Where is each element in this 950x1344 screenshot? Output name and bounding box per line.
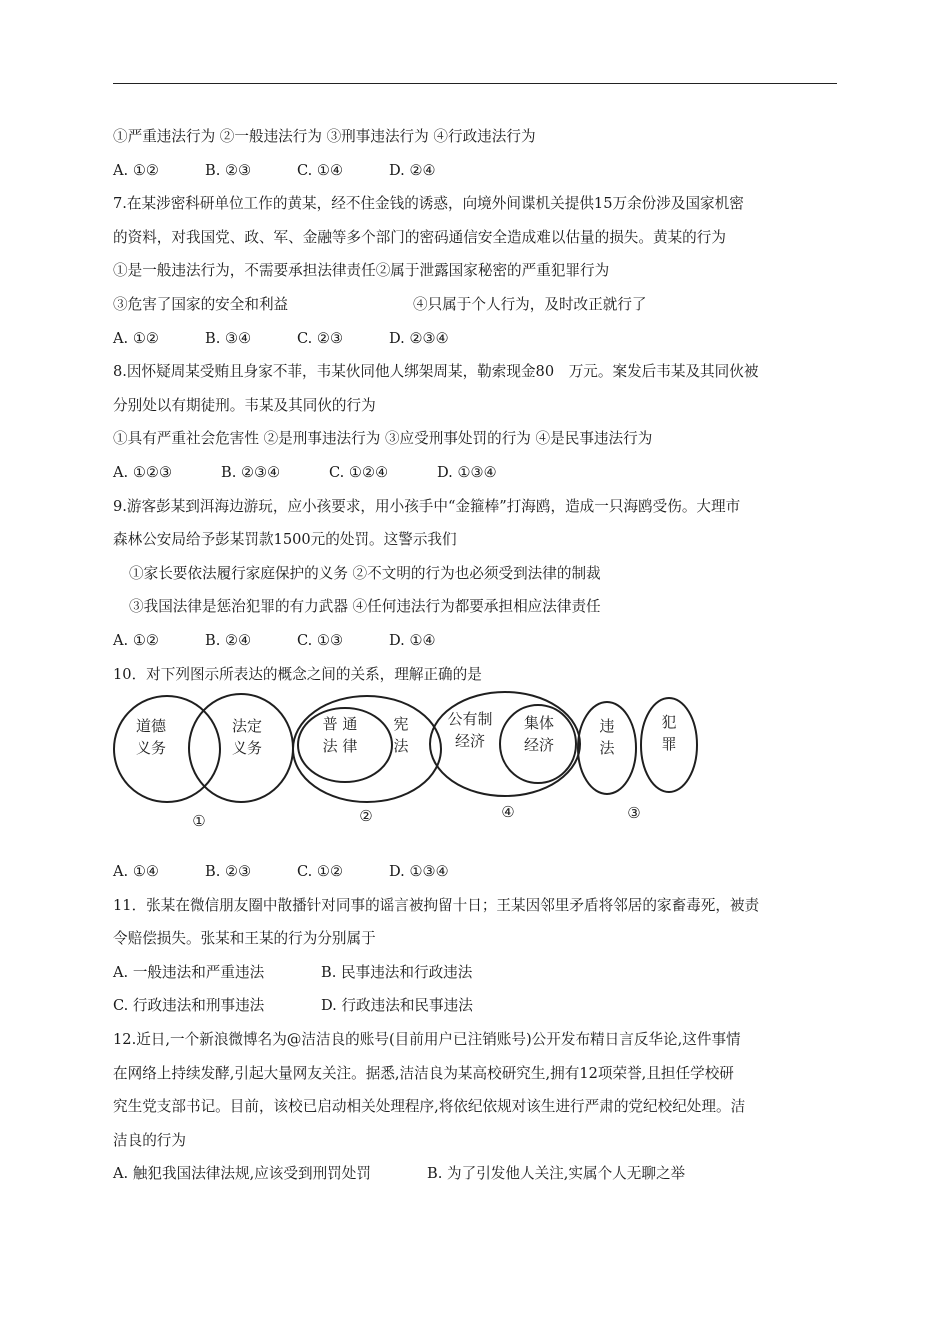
option-d: D. ①④ <box>389 631 436 649</box>
label-constitution: 宪 法 <box>393 715 409 756</box>
option-a: A. 一般违法和严重违法 <box>113 963 265 981</box>
group-number-2: ② <box>359 807 373 826</box>
q7-stem-line-1: 7.在某涉密科研单位工作的黄某，经不住金钱的诱惑，向境外间谍机关提供15万余份涉及国家机密 <box>113 195 744 213</box>
option-b: B. 民事违法和行政违法 <box>321 963 473 981</box>
q12-options <box>113 1157 843 1191</box>
document-body <box>113 120 843 1191</box>
q12-stem-line-2: 在网络上持续发酵,引起大量网友关注。据悉,洁洁良为某高校研究生,拥有12项荣誉,且担任学校研 <box>113 1064 734 1082</box>
option-a: A. 触犯我国法律法规,应该受到刑罚处罚 <box>113 1165 371 1183</box>
label-ordinary-law: 普 通 法 律 <box>322 715 358 756</box>
q9-statement-1: ①家长要依法履行家庭保护的义务 ②不文明的行为也必须受到法律的制裁 <box>129 564 601 582</box>
option-b: B. ②④ <box>205 631 252 649</box>
q7-statement-4: ④只属于个人行为，及时改正就行了 <box>413 295 647 313</box>
option-b: B. ②③④ <box>221 463 281 481</box>
q8-stem-line-2: 分别处以有期徒刑。韦某及其同伙的行为 <box>113 396 376 414</box>
option-c: C. ②③ <box>297 329 344 347</box>
option-d: D. ①③④ <box>437 463 497 481</box>
option-d: D. ②③④ <box>389 329 449 347</box>
concept-diagram <box>113 691 713 855</box>
group-number-4: ④ <box>501 803 515 822</box>
option-b: B. ③④ <box>205 329 252 347</box>
label-illegal: 违 法 <box>599 717 615 758</box>
q10-options <box>113 855 843 889</box>
header-rule <box>113 83 837 84</box>
label-collective-economy: 集体 经济 <box>523 714 554 755</box>
group-number-3: ③ <box>627 804 641 823</box>
q8-statement: ①具有严重社会危害性 ②是刑事违法行为 ③应受刑事处罚的行为 ④是民事违法行为 <box>113 430 653 448</box>
label-moral-obligation: 道德 义务 <box>135 717 166 758</box>
option-a: A. ①②③ <box>113 463 173 481</box>
q11-stem-line-2: 令赔偿损失。张某和王某的行为分别属于 <box>113 930 376 948</box>
q9-stem-line-2: 森林公安局给予彭某罚款1500元的处罚。这警示我们 <box>113 531 457 549</box>
q6-statement: ①严重违法行为 ②一般违法行为 ③刑事违法行为 ④行政违法行为 <box>113 128 536 145</box>
q12-stem-line-4: 洁良的行为 <box>113 1131 186 1149</box>
option-c: C. 行政违法和刑事违法 <box>113 997 265 1015</box>
option-a: A. ①② <box>113 161 159 179</box>
option-b: B. 为了引发他人关注,实属个人无聊之举 <box>427 1165 686 1183</box>
label-public-ownership: 公有制 经济 <box>447 710 493 751</box>
option-c: C. ①③ <box>297 631 344 649</box>
q7-statement-1: ①是一般违法行为，不需要承担法律责任②属于泄露国家秘密的严重犯罪行为 <box>113 262 610 280</box>
q11-options-row-2 <box>113 989 843 1023</box>
option-a: A. ①② <box>113 329 159 347</box>
q11-options-row-1 <box>113 956 843 990</box>
option-b: B. ②③ <box>205 161 252 179</box>
label-legal-obligation: 法定 义务 <box>231 717 262 758</box>
q7-statement-3: ③危害了国家的安全和利益 <box>113 295 289 313</box>
option-d: D. ②④ <box>389 161 436 179</box>
option-a: A. ①② <box>113 631 159 649</box>
q7-statement-2 <box>113 288 843 322</box>
option-a: A. ①④ <box>113 863 159 881</box>
q9-stem-line-1: 9.游客彭某到洱海边游玩，应小孩要求，用小孩手中“金箍棒”打海鸥，造成一只海鸥受伤。大理市 <box>113 497 741 515</box>
q8-stem-line-1: 8.因怀疑周某受贿且身家不菲，韦某伙同他人绑架周某，勒索现金80 万元。案发后韦某及其同伙被 <box>113 363 759 381</box>
q12-stem-line-3: 究生党支部书记。目前，该校已启动相关处理程序,将依纪依规对该生进行严肃的党纪校纪处理。洁 <box>113 1098 746 1116</box>
option-b: B. ②③ <box>205 863 252 881</box>
q9-options <box>113 624 843 658</box>
group-number-1: ① <box>192 812 206 831</box>
option-c: C. ①② <box>297 863 344 881</box>
option-c: C. ①④ <box>297 161 344 179</box>
q11-stem-line-1: 11．张某在微信朋友圈中散播针对同事的谣言被拘留十日；王某因邻里矛盾将邻居的家畜毒死，被责 <box>113 896 760 914</box>
option-d: D. ①③④ <box>389 863 449 881</box>
q7-stem-line-2: 的资料，对我国党、政、军、金融等多个部门的密码通信安全造成难以估量的损失。黄某的行为 <box>113 228 726 246</box>
option-c: C. ①②④ <box>329 463 389 481</box>
q10-stem: 10．对下列图示所表达的概念之间的关系，理解正确的是 <box>113 665 482 683</box>
q7-options <box>113 322 843 356</box>
label-crime: 犯 罪 <box>661 713 677 754</box>
q12-stem-line-1: 12.近日,一个新浪微博名为@洁洁良的账号(目前用户已注销账号)公开发布精日言反华论,这件事情 <box>113 1031 741 1049</box>
q9-statement-2: ③我国法律是惩治犯罪的有力武器 ④任何违法行为都要承担相应法律责任 <box>129 598 601 616</box>
q6-options <box>113 154 843 188</box>
q8-options <box>113 456 843 490</box>
option-d: D. 行政违法和民事违法 <box>321 997 473 1015</box>
